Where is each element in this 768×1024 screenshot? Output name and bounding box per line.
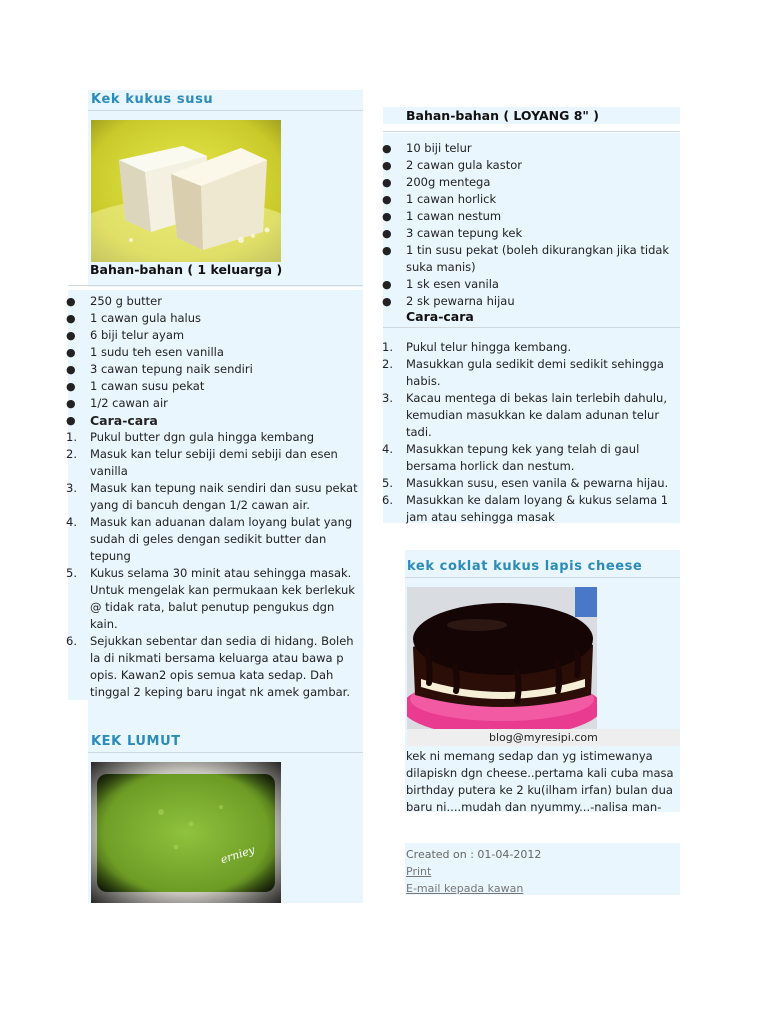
ingredients-list xyxy=(66,293,360,429)
list-item: ● 1/2 cawan air xyxy=(66,396,168,410)
created-date: Created on : 01-04-2012 xyxy=(406,848,542,861)
list-item: 4. Masukkan tepung kek yang telah di gaul bersama horlick dan nestum. xyxy=(382,442,640,473)
list-item: 5. Kukus selama 30 minit atau sehingga masak. Untuk mengelak kan permukaan kek berlekuk @ tidak rata, balut penutup pengukus dgn kain. xyxy=(66,566,355,631)
email-link[interactable]: E-mail kepada kawan xyxy=(406,882,524,895)
ingredients-heading: Bahan-bahan ( 1 keluarga ) xyxy=(90,262,283,277)
method-steps xyxy=(66,429,358,701)
title-divider xyxy=(88,752,363,753)
photo-signature: erniey xyxy=(219,843,257,867)
list-item: ● 2 sk pewarna hijau xyxy=(382,294,515,308)
loyang-divider xyxy=(383,131,680,132)
kek-coklat-photo xyxy=(407,587,597,729)
kek-coklat-title: kek coklat kukus lapis cheese xyxy=(407,559,643,574)
list-item: ● 1 sk esen vanila xyxy=(382,277,499,291)
list-item: ● 1 cawan gula halus xyxy=(66,311,202,325)
list-item: 1. Pukul telur hingga kembang. xyxy=(382,340,572,354)
list-item: ● 1 sudu teh esen vanilla xyxy=(66,345,224,359)
list-item: 2. Masuk kan telur sebiji demi sebiji dan esen vanilla xyxy=(66,447,338,478)
list-item: ● 1 tin susu pekat (boleh dikurangkan jika tidak suka manis) xyxy=(382,243,670,274)
ingredients-divider xyxy=(68,285,363,286)
list-item: ● 2 cawan gula kastor xyxy=(382,158,522,172)
list-item: 3. Masuk kan tepung naik sendiri dan susu pekat yang di bancuh dengan 1/2 cawan air. xyxy=(66,481,358,512)
loyang-method-heading: Cara-cara xyxy=(406,309,474,324)
loyang-ingredients-list xyxy=(382,140,678,310)
kek-kukus-susu-title: Kek kukus susu xyxy=(91,92,214,107)
list-item: ● 3 cawan tepung naik sendiri xyxy=(66,362,253,376)
list-item: ● 1 cawan susu pekat xyxy=(66,379,205,393)
kek-lumut-photo xyxy=(91,762,281,903)
list-item: ● 250 g butter xyxy=(66,294,162,308)
kek-coklat-description: kek ni memang sedap dan yg istimewanya dilapiskn dgn cheese..pertama kali cuba masa birthday putera ke 2 ku(ilham irfan) bulan dua baru ni....mudah dan nyummy...-nalisa man- xyxy=(406,749,674,814)
list-item: 6. Masukkan ke dalam loyang & kukus selama 1 jam atau sehingga masak xyxy=(382,493,669,524)
kek-kukus-susu-photo xyxy=(91,120,281,262)
method-divider xyxy=(383,327,680,328)
print-link[interactable]: Print xyxy=(406,865,432,878)
list-item: ● 10 biji telur xyxy=(382,141,472,155)
loyang-ingredients-heading: Bahan-bahan ( LOYANG 8" ) xyxy=(406,108,599,123)
method-heading: Cara-cara xyxy=(90,413,158,428)
list-item: 1. Pukul butter dgn gula hingga kembang xyxy=(66,430,315,444)
photo-caption: blog@myresipi.com xyxy=(489,731,598,744)
list-item: 6. Sejukkan sebentar dan sedia di hidang. Boleh la di nikmati bersama keluarga atau bawa p opis. Kawan2 opis semua kata sedap. Dah tinggal 2 keping baru ingat nk amek gambar. xyxy=(66,634,354,699)
list-item: 5. Masukkan susu, esen vanila & pewarna hijau. xyxy=(382,476,669,490)
list-item: ● Cara-cara xyxy=(66,413,158,428)
title-divider xyxy=(88,110,363,111)
list-item: ● 200g mentega xyxy=(382,175,491,189)
list-item: 3. Kacau mentega di bekas lain terlebih dahulu, kemudian masukkan ke dalam adunan telur tadi. xyxy=(382,391,667,439)
loyang-method-steps xyxy=(382,339,676,526)
list-item: 2. Masukkan gula sedikit demi sedikit sehingga habis. xyxy=(382,357,664,388)
kek-lumut-title: KEK LUMUT xyxy=(91,734,181,749)
list-item: ● 1 cawan horlick xyxy=(382,192,497,206)
list-item: ● 1 cawan nestum xyxy=(382,209,502,223)
list-item: ● 6 biji telur ayam xyxy=(66,328,185,342)
list-item: 4. Masuk kan aduanan dalam loyang bulat yang sudah di geles dengan sedikit butter dan tepung xyxy=(66,515,353,563)
title-divider xyxy=(405,577,680,578)
list-item: ● 3 cawan tepung kek xyxy=(382,226,523,240)
